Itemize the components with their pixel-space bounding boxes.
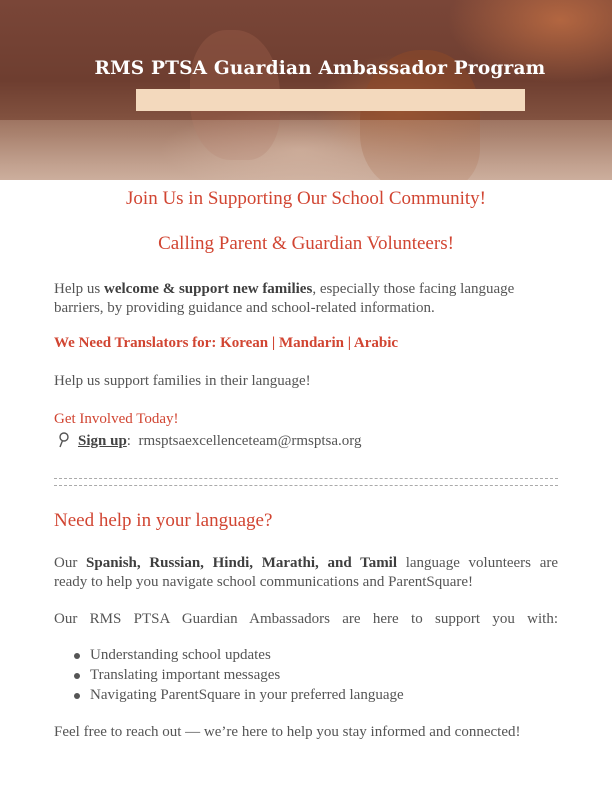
signup-email[interactable]: rmsptsaexcellenceteam@rmsptsa.org [138, 433, 362, 449]
header-banner [0, 0, 612, 180]
para-text: Our [54, 555, 87, 571]
volunteers-heading: Calling Parent & Guardian Volunteers! [158, 233, 454, 254]
list-item-text: Understanding school updates [90, 647, 271, 663]
signup-separator: : [126, 433, 131, 449]
list-item [54, 665, 404, 685]
support-line: Help us support families in their language! [54, 373, 311, 389]
bullet-icon [74, 693, 80, 699]
ambassadors-support-line: Our RMS PTSA Guardian Ambassadors are here to support you with: [54, 611, 558, 627]
bullet-icon [74, 673, 80, 679]
need-help-heading: Need help in your language? [54, 510, 273, 531]
list-item-text: Translating important messages [90, 667, 281, 683]
page-title: RMS PTSA Guardian Ambassador Program [94, 58, 546, 79]
list-item [54, 645, 404, 665]
join-us-heading: Join Us in Supporting Our School Community! [126, 188, 486, 209]
list-item-text: Navigating ParentSquare in your preferred language [90, 687, 404, 703]
signup-row [58, 432, 362, 450]
support-list [54, 645, 404, 705]
languages-bold: Spanish, Russian, Hindi, Marathi, and Tamil [86, 555, 398, 571]
signup-link[interactable]: Sign up [78, 433, 127, 449]
map-pin-icon [58, 432, 72, 448]
intro-text-end: , especially those facing language barriers, by providing guidance and school-related information. [54, 281, 515, 316]
para-text: language volunteers are [397, 555, 559, 571]
intro-text: Help us [54, 281, 104, 297]
language-volunteers-line2: ready to help you navigate school communications and ParentSquare! [54, 574, 474, 590]
title-underline-bar [136, 89, 525, 111]
list-item [54, 685, 404, 705]
get-involved-label: Get Involved Today! [54, 411, 179, 427]
section-divider [54, 478, 558, 486]
language-volunteers-line1 [54, 554, 558, 573]
banner-photo-paper [0, 120, 612, 180]
translators-needed: We Need Translators for: Korean | Mandarin | Arabic [54, 335, 399, 351]
intro-paragraph [54, 280, 558, 318]
bullet-icon [74, 653, 80, 659]
closing-line: Feel free to reach out — we’re here to help you stay informed and connected! [54, 724, 521, 740]
intro-bold-text: welcome & support new families [104, 281, 313, 297]
